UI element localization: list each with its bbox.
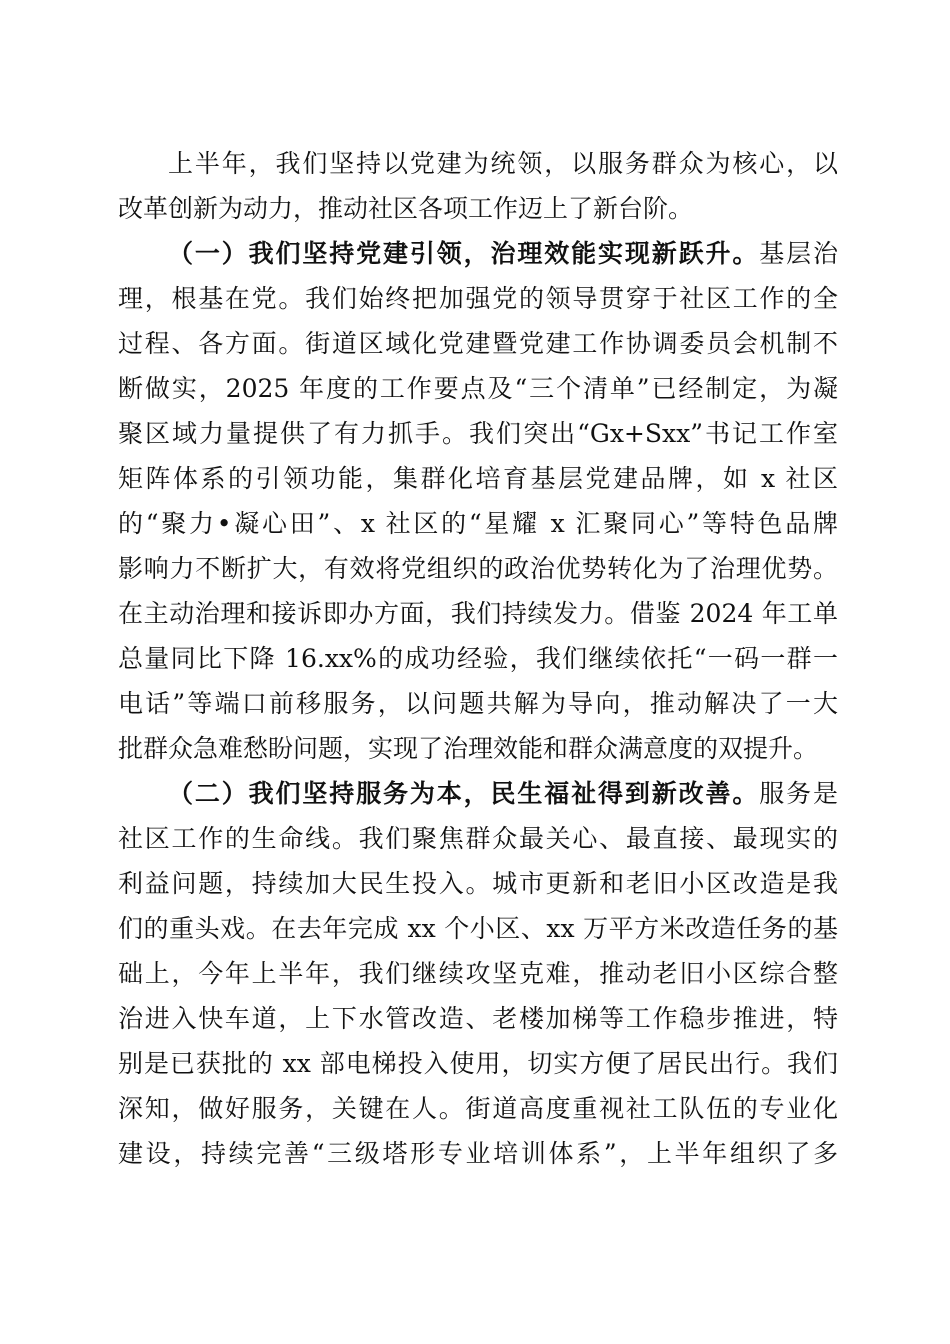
paragraph-2-line-6: 矩阵体系的引领功能，集群化培育基层党建品牌，如 x 社区: [118, 464, 838, 493]
paragraph-2-line-12: 批群众急难愁盼问题，实现了治理效能和群众满意度的双提升。: [118, 734, 819, 763]
section-heading-1: （一）我们坚持党建引领，治理效能实现新跃升。: [168, 239, 760, 268]
paragraph-3-line-2: 社区工作的生命线。我们聚焦群众最关心、最直接、最现实的: [118, 824, 838, 853]
paragraph-2-line-1-rest: 基层治: [759, 239, 838, 268]
paragraph-2-line-2: 理，根基在党。我们始终把加强党的领导贯穿于社区工作的全: [118, 284, 838, 313]
paragraph-2-line-9: 在主动治理和接诉即办方面，我们持续发力。借鉴 2024 年工单: [118, 599, 838, 628]
paragraph-2-line-7: 的“聚力•凝心田”、x 社区的“星耀 x 汇聚同心”等特色品牌: [118, 509, 838, 538]
paragraph-2-line-4: 断做实，2025 年度的工作要点及“三个清单”已经制定，为凝: [118, 374, 838, 403]
paragraph-3-line-8: 深知，做好服务，关键在人。街道高度重视社工队伍的专业化: [118, 1094, 838, 1123]
paragraph-2-line-10: 总量同比下降 16.xx%的成功经验，我们继续依托“一码一群一: [118, 644, 838, 673]
paragraph-3-line-6: 治进入快车道，上下水管改造、老楼加梯等工作稳步推进，特: [118, 1004, 838, 1033]
paragraph-3-line-9: 建设，持续完善“三级塔形专业培训体系”，上半年组织了多: [118, 1139, 838, 1168]
paragraph-3-line-1-rest: 服务是: [759, 779, 838, 808]
paragraph-3-line-5: 础上，今年上半年，我们继续攻坚克难，推动老旧小区综合整: [118, 959, 838, 988]
paragraph-3-line-4: 们的重头戏。在去年完成 xx 个小区、xx 万平方米改造任务的基: [118, 914, 838, 943]
paragraph-1-line-1: 上半年，我们坚持以党建为统领，以服务群众为核心，以: [168, 149, 838, 178]
paragraph-1-line-2: 改革创新为动力，推动社区各项工作迈上了新台阶。: [118, 194, 694, 223]
paragraph-3-line-1: [168, 773, 838, 815]
paragraph-2-line-3: 过程、各方面。街道区域化党建暨党建工作协调委员会机制不: [118, 329, 838, 358]
section-heading-2: （二）我们坚持服务为本，民生福祉得到新改善。: [168, 779, 760, 808]
paragraph-3-line-3: 利益问题，持续加大民生投入。城市更新和老旧小区改造是我: [118, 869, 838, 898]
paragraph-2-line-8: 影响力不断扩大，有效将党组织的政治优势转化为了治理优势。: [118, 554, 838, 583]
paragraph-2-line-11: 电话”等端口前移服务，以问题共解为导向，推动解决了一大: [118, 689, 838, 718]
paragraph-2-line-1: [168, 233, 838, 275]
paragraph-3-line-7: 别是已获批的 xx 部电梯投入使用，切实方便了居民出行。我们: [118, 1049, 838, 1078]
paragraph-2-line-5: 聚区域力量提供了有力抓手。我们突出“Gx+Sxx”书记工作室: [118, 419, 838, 448]
